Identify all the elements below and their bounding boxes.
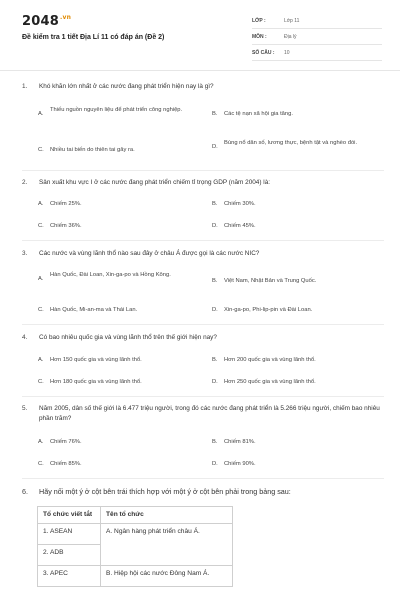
question-2 — [22, 178, 382, 188]
option-letter: D. — [212, 307, 218, 313]
option-a[interactable] — [38, 438, 198, 447]
option-text: Chiếm 25%. — [50, 201, 82, 207]
option-text: Các tệ nạn xã hội gia tăng. — [224, 111, 293, 117]
meta-row-class — [252, 13, 382, 29]
option-letter: A. — [38, 111, 44, 117]
option-c[interactable] — [38, 378, 203, 387]
option-a[interactable] — [38, 106, 198, 119]
meta-row-subject — [252, 29, 382, 45]
table-cell: 3. APEC — [38, 566, 101, 587]
question-3 — [22, 249, 382, 259]
option-letter: D. — [212, 461, 218, 467]
option-letter: C. — [38, 461, 44, 467]
option-d[interactable] — [212, 460, 372, 469]
table-row — [38, 524, 233, 545]
option-letter: B. — [212, 357, 218, 363]
table-row — [38, 566, 233, 587]
option-d[interactable] — [212, 306, 382, 315]
option-text: Chiếm 76%. — [50, 439, 82, 445]
option-letter: A. — [38, 201, 44, 207]
site-logo[interactable] — [22, 14, 71, 29]
meta-label: MÔN : — [252, 33, 267, 40]
option-c[interactable] — [38, 306, 203, 315]
table-cell: A. Ngân hàng phát triển châu Á. — [101, 524, 233, 566]
question-number: 5. — [22, 405, 28, 412]
option-text: Bùng nổ dân số, lương thực, bệnh tật và nghèo đói. — [224, 140, 358, 146]
question-text: Có bao nhiêu quốc gia và vùng lãnh thổ trên thế giới hiện nay? — [39, 334, 217, 341]
option-text: Hơn 180 quốc gia và vùng lãnh thổ. — [50, 379, 142, 385]
meta-value: Lớp 11 — [284, 17, 300, 24]
question-text: Khó khăn lớn nhất ở các nước đang phát triển hiện nay là gì? — [39, 83, 214, 90]
logo-text: 2048 — [22, 14, 59, 29]
header-divider — [0, 70, 400, 71]
option-letter: C. — [38, 147, 44, 153]
option-letter: B. — [212, 278, 218, 284]
option-text: Nhiều tai biến do thiên tai gây ra. — [50, 147, 135, 153]
question-number: 6. — [22, 487, 28, 496]
question-divider — [22, 396, 384, 397]
option-letter: D. — [212, 144, 218, 150]
exam-meta — [252, 13, 382, 61]
column-header: Tên tổ chức — [101, 507, 233, 524]
option-text: Việt Nam, Nhật Bản và Trung Quốc. — [224, 278, 317, 284]
option-b[interactable] — [212, 356, 382, 365]
meta-row-count — [252, 45, 382, 61]
option-letter: C. — [38, 379, 44, 385]
option-letter: D. — [212, 379, 218, 385]
question-divider — [22, 240, 384, 241]
question-divider — [22, 324, 384, 325]
option-text: Xin-ga-po, Phi-lip-pin và Đài Loan. — [224, 307, 313, 313]
matching-table — [37, 506, 233, 587]
question-number: 4. — [22, 334, 28, 341]
option-a[interactable] — [38, 200, 198, 209]
option-b[interactable] — [212, 438, 372, 447]
option-text: Chiếm 81%. — [224, 439, 256, 445]
option-text: Hơn 150 quốc gia và vùng lãnh thổ. — [50, 357, 142, 363]
option-text: Chiếm 30%. — [224, 201, 256, 207]
question-text: Các nước và vùng lãnh thổ nào sau đây ở châu Á được gọi là các nước NIC? — [39, 250, 260, 257]
meta-label: LỚP : — [252, 17, 266, 24]
table-cell: 1. ASEAN — [38, 524, 101, 545]
question-number: 1. — [22, 83, 28, 90]
question-1 — [22, 82, 382, 92]
option-text: Chiếm 36%. — [50, 223, 82, 229]
option-a[interactable] — [38, 356, 203, 365]
meta-value: 10 — [284, 49, 290, 56]
option-d[interactable] — [212, 378, 382, 387]
meta-label: SỐ CÂU : — [252, 49, 275, 56]
option-text: Hơn 250 quốc gia và vùng lãnh thổ. — [224, 379, 316, 385]
option-letter: C. — [38, 307, 44, 313]
option-d[interactable] — [212, 139, 380, 152]
option-c[interactable] — [38, 460, 198, 469]
question-number: 3. — [22, 250, 28, 257]
option-letter: B. — [212, 439, 218, 445]
question-5 — [22, 404, 382, 423]
option-d[interactable] — [212, 222, 372, 231]
option-a[interactable] — [38, 271, 200, 284]
question-text: Sản xuất khu vực I ở các nước đang phát triển chiếm tỉ trọng GDP (năm 2004) là: — [39, 179, 271, 186]
option-letter: A. — [38, 357, 44, 363]
question-divider — [22, 478, 384, 479]
page-header — [0, 0, 400, 62]
option-letter: A. — [38, 276, 44, 282]
meta-value: Địa lý — [284, 33, 297, 40]
option-b[interactable] — [212, 277, 382, 286]
option-c[interactable] — [38, 222, 198, 231]
question-4 — [22, 333, 382, 343]
option-letter: B. — [212, 111, 218, 117]
question-divider — [22, 170, 384, 171]
option-text: Chiếm 85%. — [50, 461, 82, 467]
option-b[interactable] — [212, 200, 372, 209]
option-text: Hơn 200 quốc gia và vùng lãnh thổ. — [224, 357, 316, 363]
option-letter: D. — [212, 223, 218, 229]
option-text: Thiếu nguồn nguyên liệu để phát triển công nghiệp. — [50, 107, 183, 113]
table-cell: B. Hiệp hội các nước Đông Nam Á. — [101, 566, 233, 587]
option-text: Chiếm 45%. — [224, 223, 256, 229]
question-number: 2. — [22, 179, 28, 186]
option-text: Chiếm 90%. — [224, 461, 256, 467]
option-text: Hàn Quốc, Mi-an-ma và Thái Lan. — [50, 307, 138, 313]
option-letter: B. — [212, 201, 218, 207]
question-text: Hãy nối một ý ở cột bên trái thích hợp với một ý ở cột bên phải trong bảng sau: — [39, 487, 291, 496]
option-text: Hàn Quốc, Đài Loan, Xin-ga-po và Hồng Kông. — [50, 272, 171, 278]
option-b[interactable] — [212, 110, 382, 119]
question-6 — [22, 487, 382, 497]
logo-suffix: .vn — [59, 14, 72, 21]
option-letter: A. — [38, 439, 44, 445]
option-letter: C. — [38, 223, 44, 229]
column-header: Tổ chức viết tắt — [38, 507, 101, 524]
table-cell: 2. ADB — [38, 545, 101, 566]
option-c[interactable] — [38, 146, 198, 155]
table-header-row — [38, 507, 233, 524]
question-text: Năm 2005, dân số thế giới là 6.477 triệu người, trong đó các nước đang phát triển là 5.266 triệu người, chiếm bao nhiêu phần trăm? — [39, 405, 380, 422]
document-title: Đề kiểm tra 1 tiết Địa Lí 11 có đáp án (Đề 2) — [22, 34, 165, 41]
